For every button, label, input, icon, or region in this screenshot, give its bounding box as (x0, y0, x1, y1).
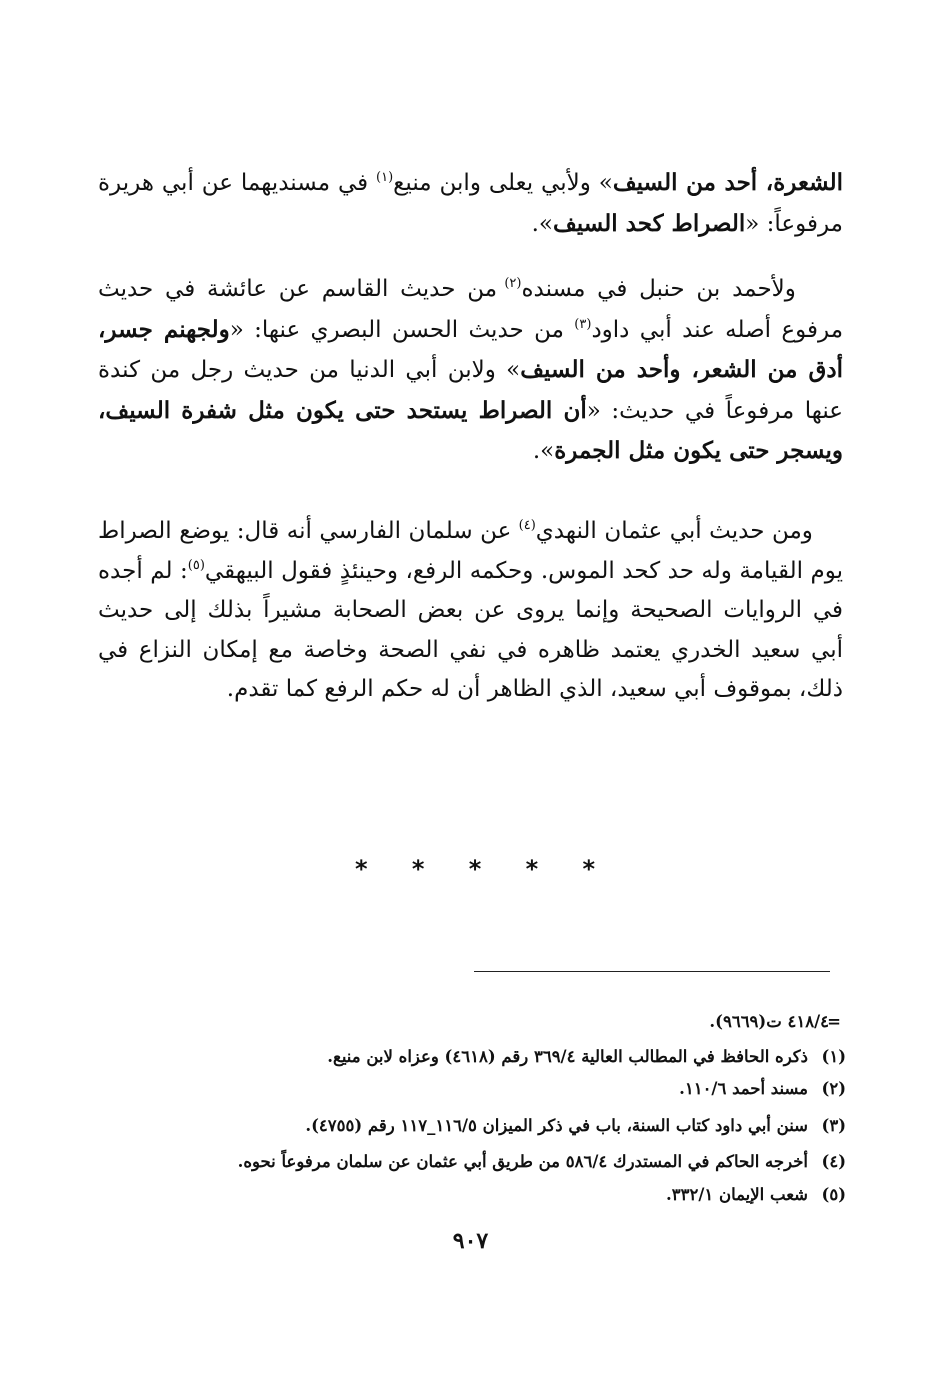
footnote-continuation (69, 1012, 841, 1032)
page-number: ٩٠٧ (452, 1228, 489, 1254)
bold-quote: أن الصراط يستحد حتى يكون مثل شفرة السيف، ويسجر حتى يكون مثل الجمرة (98, 396, 843, 464)
footnote-ref-5[interactable]: (٥) (187, 557, 205, 573)
separator-star: * (525, 855, 539, 883)
paragraph-text: ومن حديث أبي عثمان النهدي (535, 518, 813, 544)
footnote-text: مسند أحمد ١١٠/٦. (679, 1079, 808, 1098)
footnote-5 (86, 1185, 846, 1205)
separator-star: * (582, 855, 595, 883)
bold-quote: الصراط كحد السيف (553, 209, 746, 237)
footnote-text: ذكره الحافظ في المطالب العالية ٣٦٩/٤ رقم (٤٦١٨) وعزاه لابن منيع. (327, 1047, 808, 1066)
footnote-text: سنن أبي داود كتاب السنة، باب في ذكر الميزان ١١٦/٥_١١٧ رقم (٤٧٥٥). (305, 1116, 808, 1135)
separator-star: * (411, 855, 425, 883)
paragraph-text: من حديث القاسم عن عائشة في حديث مرفوع أصله عند أبي داود (98, 276, 844, 343)
footnote-number: (١) (821, 1047, 846, 1066)
section-separator (355, 855, 595, 883)
paragraph-text: عن سلمان الفارسي أنه قال: يوضع الصراط يوم القيامة وله حد كحد الموس. وحكمه الرفع، وحينئذٍ فقول البيهقي (98, 518, 843, 584)
paragraph-1 (98, 163, 843, 244)
paragraph-text: ». (531, 210, 553, 237)
paragraph-text: في مسنديهما عن أبي هريرة مرفوعاً: « (98, 170, 843, 237)
footnote-1 (86, 1047, 846, 1067)
separator-star: * (355, 855, 368, 883)
footnote-ref-1[interactable]: (١) (376, 170, 394, 185)
paragraph-text: : لم أجده في الروايات الصحيحة وإنما يروى عن بعض الصحابة مشيراً بذلك إلى حديث أبي سعيد الخدري يعتمد ظاهره في نفي الصحة وخاصة مع إمكان النزاع في ذلك، بموقوف أبي سعيد، الذي الظاهر أن له حكم الرفع كما تقدم. (98, 557, 843, 702)
footnote-number: (٣) (821, 1116, 846, 1135)
footnote-ref-2[interactable]: (٢) (504, 276, 522, 291)
footnote-ref-4[interactable]: (٤) (518, 518, 536, 533)
footnote-divider (474, 971, 830, 972)
footnote-text: أخرجه الحاكم في المستدرك ٥٨٦/٤ من طريق أبي عثمان عن سلمان مرفوعاً نحوه. (237, 1152, 808, 1171)
paragraph-2 (98, 270, 843, 472)
footnote-number: (٢) (821, 1079, 846, 1098)
footnote-4 (86, 1152, 846, 1172)
paragraph-text: » ولابن أبي الدنيا من حديث رجل من كندة عنها مرفوعاً في حديث: « (98, 357, 843, 424)
continuation-mark: = (827, 1012, 841, 1031)
bold-quote: ولجهنم جسر، أدق من الشعر، وأحد من السيف (98, 315, 843, 383)
footnote-ref-3[interactable]: (٣) (574, 316, 592, 332)
paragraph-text: » ولأبي يعلى وابن منيع (393, 170, 613, 196)
paragraph-3 (98, 512, 843, 710)
footnote-text: شعب الإيمان ٣٣٢/١. (666, 1185, 808, 1204)
bold-quote: الشعرة، أحد من السيف (612, 169, 843, 196)
separator-star: * (468, 855, 482, 883)
footnote-number: (٥) (821, 1185, 846, 1204)
footnote-2 (86, 1079, 846, 1099)
paragraph-text: من حديث الحسن البصري عنها: « (229, 316, 575, 343)
footnote-text: ٤١٨/٤ ت(٩٦٦٩). (709, 1012, 829, 1031)
paragraph-text: ولأحمد بن حنبل في مسنده (521, 276, 796, 302)
footnote-3 (86, 1116, 846, 1136)
paragraph-text: ». (532, 438, 555, 464)
footnote-number: (٤) (821, 1152, 846, 1171)
